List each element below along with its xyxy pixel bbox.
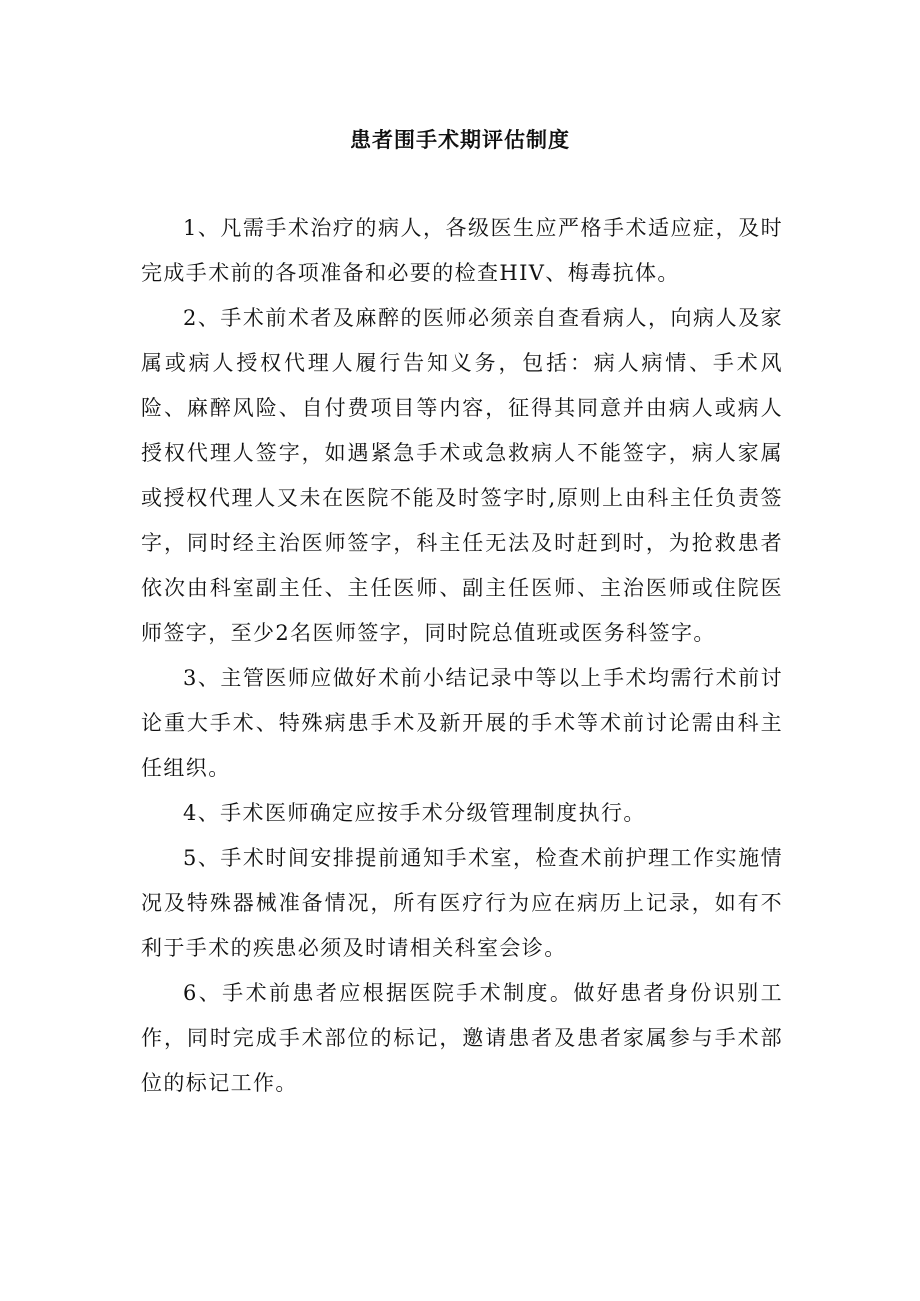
paragraph-6: 6、手术前患者应根据医院手术制度。做好患者身份识别工作，同时完成手术部位的标记，邀请患者及患者家属参与手术部位的标记工作。 bbox=[141, 981, 783, 1095]
document-body bbox=[141, 206, 783, 1106]
paragraph-2: 2、手术前术者及麻醉的医师必须亲自查看病人，向病人及家属或病人授权代理人履行告知义务，包括：病人病情、手术风险、麻醉风险、自付费项目等内容，征得其同意并由病人或病人授权代理人签字，如遇紧急手术或急救病人不能签字，病人家属或授权代理人又未在医院不能及时签字时,原则上由科主任负责签字，同时经主治医师签字，科主任无法及时赶到时，为抢救患者依次由科室副主任、主任医师、副主任医师、主治医师或住院医师签字，至少2名医师签字，同时院总值班或医务科签字。 bbox=[141, 306, 783, 645]
paragraph-4: 4、手术医师确定应按手术分级管理制度执行。 bbox=[183, 801, 646, 825]
paragraph-3: 3、主管医师应做好术前小结记录中等以上手术均需行术前讨论重大手术、特殊病患手术及新开展的手术等术前讨论需由科主任组织。 bbox=[141, 666, 783, 780]
document-title: 患者围手术期评估制度 bbox=[350, 128, 570, 152]
paragraph-5: 5、手术时间安排提前通知手术室，检查术前护理工作实施情况及特殊器械准备情况，所有医疗行为应在病历上记录，如有不利于手术的疾患必须及时请相关科室会诊。 bbox=[141, 846, 783, 960]
paragraph-1: 1、凡需手术治疗的病人，各级医生应严格手术适应症，及时完成手术前的各项准备和必要的检查HIV、梅毒抗体。 bbox=[141, 216, 783, 285]
